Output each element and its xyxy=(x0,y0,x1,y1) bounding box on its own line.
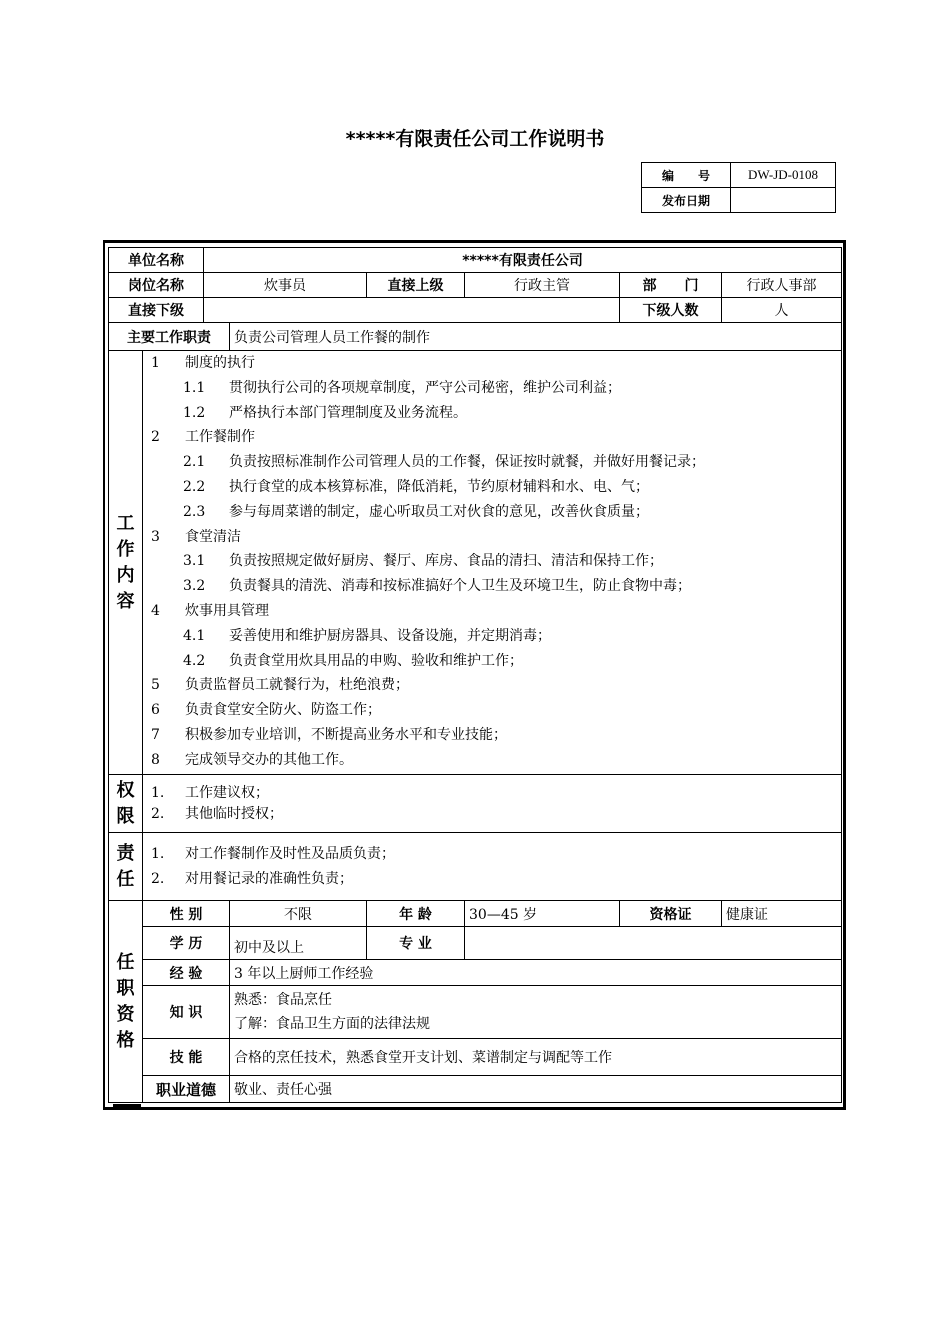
authority-line-number: 2. xyxy=(151,805,165,822)
work-line-number: 2.3 xyxy=(183,503,206,520)
knowledge-value xyxy=(230,986,842,1039)
work-line-text: 妥善使用和维护厨房器具、设备设施，并定期消毒； xyxy=(229,627,551,644)
unit-label: 单位名称 xyxy=(109,248,204,273)
subordinate-label: 直接下级 xyxy=(109,298,204,323)
knowledge-label: 知 识 xyxy=(143,986,230,1039)
work-line-number: 1 xyxy=(151,355,160,371)
subordinate-count-value: 人 xyxy=(722,298,842,323)
skill-value: 合格的烹任技术，熟悉食堂开支计划、菜谱制定与调配等工作 xyxy=(230,1039,842,1076)
responsibility-line xyxy=(151,867,833,892)
work-line-text: 负责食堂安全防火、防盗工作； xyxy=(185,702,381,719)
responsibility-line-text: 对工作餐制作及时性及品质负责； xyxy=(185,845,395,862)
age-label: 年 龄 xyxy=(367,901,465,927)
qualification-label-cell xyxy=(109,901,143,1103)
work-line xyxy=(151,599,833,624)
responsibility-lines xyxy=(151,842,833,892)
work-line-number: 4.2 xyxy=(183,652,206,669)
work-line xyxy=(151,450,833,475)
page-title: *****有限责任公司工作说明书 xyxy=(345,128,605,150)
dept-value: 行政人事部 xyxy=(722,273,842,298)
work-line xyxy=(151,698,833,723)
responsibility-content xyxy=(143,833,842,901)
education-value: 初中及以上 xyxy=(230,927,367,960)
work-line-text: 执行食堂的成本核算标准，降低消耗，节约原材辅料和水、电、气； xyxy=(229,478,649,495)
responsibility-line-text: 对用餐记录的准确性负责； xyxy=(185,870,353,887)
major-value xyxy=(465,927,842,960)
work-line-text: 积极参加专业培训，不断提高业务水平和专业技能； xyxy=(185,726,507,743)
work-line-text: 负责餐具的清洗、消毒和按标准搞好个人卫生及环境卫生，防止食物中毒； xyxy=(229,578,691,595)
duty-value: 负责公司管理人员工作餐的制作 xyxy=(230,323,842,351)
qualification-label: 任职资格 xyxy=(116,951,135,1051)
authority-line xyxy=(151,804,833,825)
responsibility-label: 责任 xyxy=(116,842,135,890)
education-label: 学 历 xyxy=(143,927,230,960)
post-label: 岗位名称 xyxy=(109,273,204,298)
work-line-number: 1.2 xyxy=(183,404,206,421)
dept-label: 部 门 xyxy=(620,273,722,298)
work-line-number: 4.1 xyxy=(183,627,206,644)
authority-line-text: 工作建议权； xyxy=(185,784,269,801)
work-line-number: 5 xyxy=(151,677,160,694)
authority-label: 权限 xyxy=(116,779,135,827)
authority-content xyxy=(143,775,842,833)
work-line xyxy=(151,574,833,599)
skill-label: 技 能 xyxy=(143,1039,230,1076)
responsibility-label-cell xyxy=(109,833,143,901)
authority-label-cell xyxy=(109,775,143,833)
work-line xyxy=(151,549,833,574)
duty-label: 主要工作职责 xyxy=(109,323,230,351)
work-line-number: 2.1 xyxy=(183,454,206,471)
work-line-number: 7 xyxy=(151,726,160,743)
work-line xyxy=(151,376,833,401)
work-line xyxy=(151,475,833,500)
work-line-number: 8 xyxy=(151,751,160,768)
gender-value: 不限 xyxy=(230,901,367,927)
work-line-number: 3.2 xyxy=(183,578,206,595)
responsibility-line-number: 1. xyxy=(151,845,165,862)
work-line-text: 参与每周菜谱的制定，虚心听取员工对伙食的意见，改善伙食质量； xyxy=(229,503,649,520)
post-value: 炊事员 xyxy=(204,273,367,298)
document-meta-table xyxy=(641,162,836,213)
work-line-number: 6 xyxy=(151,702,160,719)
work-line-text: 严格执行本部门管理制度及业务流程。 xyxy=(229,404,467,421)
authority-line-number: 1. xyxy=(151,784,165,801)
work-content xyxy=(143,351,842,775)
work-line-text: 贯彻执行公司的各项规章制度，严守公司秘密，维护公司利益； xyxy=(229,379,621,396)
work-line-number: 2.2 xyxy=(183,478,206,495)
work-line-text: 工作餐制作 xyxy=(185,429,255,446)
work-line-number: 1.1 xyxy=(183,379,206,396)
superior-label: 直接上级 xyxy=(367,273,465,298)
work-line-text: 负责按照标准制作公司管理人员的工作餐，保证按时就餐，并做好用餐记录； xyxy=(229,454,705,471)
work-line xyxy=(151,723,833,748)
work-line-text: 完成领导交办的其他工作。 xyxy=(185,751,353,768)
knowledge-line-2: 了解：食品卫生方面的法律法规 xyxy=(234,1016,430,1032)
decorative-rule xyxy=(113,1104,141,1107)
work-line-number: 2 xyxy=(151,429,160,446)
knowledge-line-1: 熟悉：食品烹任 xyxy=(234,992,332,1008)
work-line-text: 制度的执行 xyxy=(185,355,255,371)
work-line xyxy=(151,673,833,698)
responsibility-line-number: 2. xyxy=(151,870,165,887)
major-label: 专 业 xyxy=(367,927,465,960)
authority-line xyxy=(151,783,833,804)
work-lines xyxy=(151,351,833,773)
responsibility-line xyxy=(151,842,833,867)
subordinate-value xyxy=(204,298,620,323)
work-label: 工作内容 xyxy=(116,512,135,612)
experience-label: 经 验 xyxy=(143,960,230,986)
authority-line-text: 其他临时授权； xyxy=(185,805,283,822)
work-line xyxy=(151,525,833,550)
work-line-number: 4 xyxy=(151,602,160,619)
work-line-text: 负责按照规定做好厨房、餐厅、库房、食品的清扫、清洁和保持工作； xyxy=(229,553,663,570)
age-value: 30—45 岁 xyxy=(465,901,620,927)
experience-value: 3 年以上厨师工作经验 xyxy=(230,960,842,986)
work-line-number: 3 xyxy=(151,528,160,545)
work-line xyxy=(151,425,833,450)
gender-label: 性 别 xyxy=(143,901,230,927)
work-line xyxy=(151,401,833,426)
subordinate-count-label: 下级人数 xyxy=(620,298,722,323)
cert-label: 资格证 xyxy=(620,901,722,927)
code-value: DW-JD-0108 xyxy=(731,163,836,188)
work-line-number: 3.1 xyxy=(183,553,206,570)
work-line xyxy=(151,500,833,525)
ethic-label: 职业道德 xyxy=(143,1076,230,1103)
job-description-table xyxy=(108,247,842,1103)
work-line xyxy=(151,624,833,649)
cert-value: 健康证 xyxy=(722,901,842,927)
work-line xyxy=(151,649,833,674)
work-line-text: 负责监督员工就餐行为，杜绝浪费； xyxy=(185,677,409,694)
code-label: 编 号 xyxy=(642,163,731,188)
ethic-value: 敬业、责任心强 xyxy=(230,1076,842,1103)
work-line-text: 食堂清洁 xyxy=(185,528,241,545)
work-line-text: 炊事用具管理 xyxy=(185,602,269,619)
date-label: 发布日期 xyxy=(642,188,731,213)
work-line xyxy=(151,748,833,773)
authority-lines xyxy=(151,783,833,825)
work-label-cell xyxy=(109,351,143,775)
work-line-text: 负责食堂用炊具用品的申购、验收和维护工作； xyxy=(229,652,523,669)
unit-value: *****有限责任公司 xyxy=(204,248,842,273)
work-line xyxy=(151,351,833,376)
date-value xyxy=(731,188,836,213)
superior-value: 行政主管 xyxy=(465,273,620,298)
